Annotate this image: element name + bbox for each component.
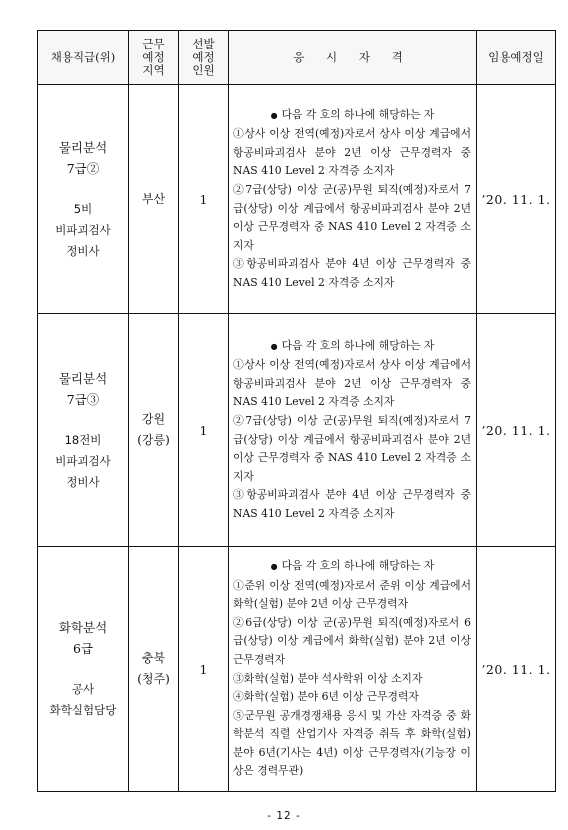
duty-field: 비파괴검사 bbox=[55, 222, 111, 237]
date-cell: ’20. 11. 1. bbox=[477, 547, 556, 792]
location-cell bbox=[129, 85, 179, 314]
qualification-heading: ● 다음 각 호의 하나에 해당하는 자 bbox=[270, 338, 435, 352]
position-title: 물리분석 bbox=[58, 139, 108, 155]
position-grade: 6급 bbox=[72, 641, 94, 656]
table-row bbox=[38, 314, 556, 547]
location-text: 강원 bbox=[141, 412, 166, 426]
table-row bbox=[38, 547, 556, 792]
qualification-item: ④화학(실험) 분야 6년 이상 근무경력자 bbox=[233, 690, 419, 704]
qualification-item: ③화학(실험) 분야 석사학위 이상 소지자 bbox=[233, 671, 423, 685]
bullet-icon: ● bbox=[270, 561, 278, 571]
position-title: 물리분석 bbox=[58, 370, 108, 386]
location-text: 충북 bbox=[141, 651, 166, 665]
duty-role: 정비사 bbox=[66, 474, 100, 489]
duty-role: 정비사 bbox=[66, 243, 100, 258]
qualification-item: ⑤군무원 공개경쟁채용 응시 및 가산 자격증 중 화학분석 직렬 산업기사 자격증 취득 후 화학(실험) 분야 6년(기사는 4년) 이상 근무경력자(기능장 이상은 경력무관) bbox=[233, 708, 471, 778]
qualification-item: ②7급(상당) 이상 군(공)무원 퇴직(예정)자로서 7급(상당) 이상 계급에서 항공비파괴검사 분야 2년 이상 근무경력자 중 NAS 410 Level 2 자격증 소지자 bbox=[233, 182, 471, 252]
location-text: 부산 bbox=[141, 191, 166, 206]
position-grade: 7급③ bbox=[66, 391, 100, 407]
bullet-icon: ● bbox=[270, 341, 278, 351]
header-location: 근무 예정 지역 bbox=[129, 31, 179, 85]
qualification-heading: ● 다음 각 호의 하나에 해당하는 자 bbox=[270, 107, 435, 121]
qualification-item: ②7급(상당) 이상 군(공)무원 퇴직(예정)자로서 7급(상당) 이상 계급에서 항공비파괴검사 분야 2년 이상 근무경력자 중 NAS 410 Level 2 자격증 소지자 bbox=[233, 413, 471, 483]
position-cell bbox=[38, 85, 129, 314]
qualification-heading: ● 다음 각 호의 하나에 해당하는 자 bbox=[270, 558, 435, 572]
duty-unit: 18전비 bbox=[64, 432, 102, 447]
qualification-cell bbox=[229, 547, 477, 792]
position-grade: 7급② bbox=[66, 160, 100, 176]
duty-field: 화학실험담당 bbox=[49, 703, 117, 717]
table-header-row bbox=[38, 31, 556, 85]
location-cell bbox=[129, 547, 179, 792]
qualification-item: ③항공비파괴검사 분야 4년 이상 근무경력자 중 NAS 410 Level 2 자격증 소지자 bbox=[233, 257, 471, 289]
count-cell: 1 bbox=[179, 547, 229, 792]
count-cell: 1 bbox=[179, 314, 229, 547]
header-count: 선발 예정 인원 bbox=[179, 31, 229, 85]
location-city: (강릉) bbox=[137, 433, 170, 447]
header-date: 임용예정일 bbox=[477, 31, 556, 85]
date-cell: ’20. 11. 1. bbox=[477, 314, 556, 547]
position-cell bbox=[38, 547, 129, 792]
position-cell bbox=[38, 314, 129, 547]
position-title: 화학분석 bbox=[58, 620, 108, 635]
duty-unit: 공사 bbox=[71, 682, 95, 696]
duty-field: 비파괴검사 bbox=[55, 453, 111, 468]
location-city: (청주) bbox=[137, 672, 170, 686]
qualification-item: ③항공비파괴검사 분야 4년 이상 근무경력자 중 NAS 410 Level 2 자격증 소지자 bbox=[233, 488, 471, 520]
qualification-item: ②6급(상당) 이상 군(공)무원 퇴직(예정)자로서 6급(상당) 이상 계급에서 화학(실험) 분야 2년 이상 근무경력자 bbox=[233, 615, 471, 666]
qualification-cell bbox=[229, 85, 477, 314]
date-cell: ’20. 11. 1. bbox=[477, 85, 556, 314]
duty-unit: 5비 bbox=[73, 201, 93, 216]
qualification-item: ①준위 이상 전역(예정)자로서 준위 이상 계급에서 화학(실험) 분야 2년 이상 근무경력자 bbox=[233, 578, 471, 611]
recruitment-table bbox=[37, 30, 556, 792]
count-cell: 1 bbox=[179, 85, 229, 314]
qualification-cell bbox=[229, 314, 477, 547]
qualification-item: ①상사 이상 전역(예정)자로서 상사 이상 계급에서 항공비파괴검사 분야 2년 이상 근무경력자 중 NAS 410 Level 2 자격증 소지자 bbox=[233, 127, 471, 178]
header-position: 채용직급(위) bbox=[38, 31, 129, 85]
table-row bbox=[38, 85, 556, 314]
page-number: - 12 - bbox=[267, 810, 301, 822]
qualification-item: ①상사 이상 전역(예정)자로서 상사 이상 계급에서 항공비파괴검사 분야 2년 이상 근무경력자 중 NAS 410 Level 2 자격증 소지자 bbox=[233, 358, 471, 409]
location-cell bbox=[129, 314, 179, 547]
bullet-icon: ● bbox=[270, 110, 278, 120]
header-qualification: 응 시 자 격 bbox=[229, 31, 477, 85]
